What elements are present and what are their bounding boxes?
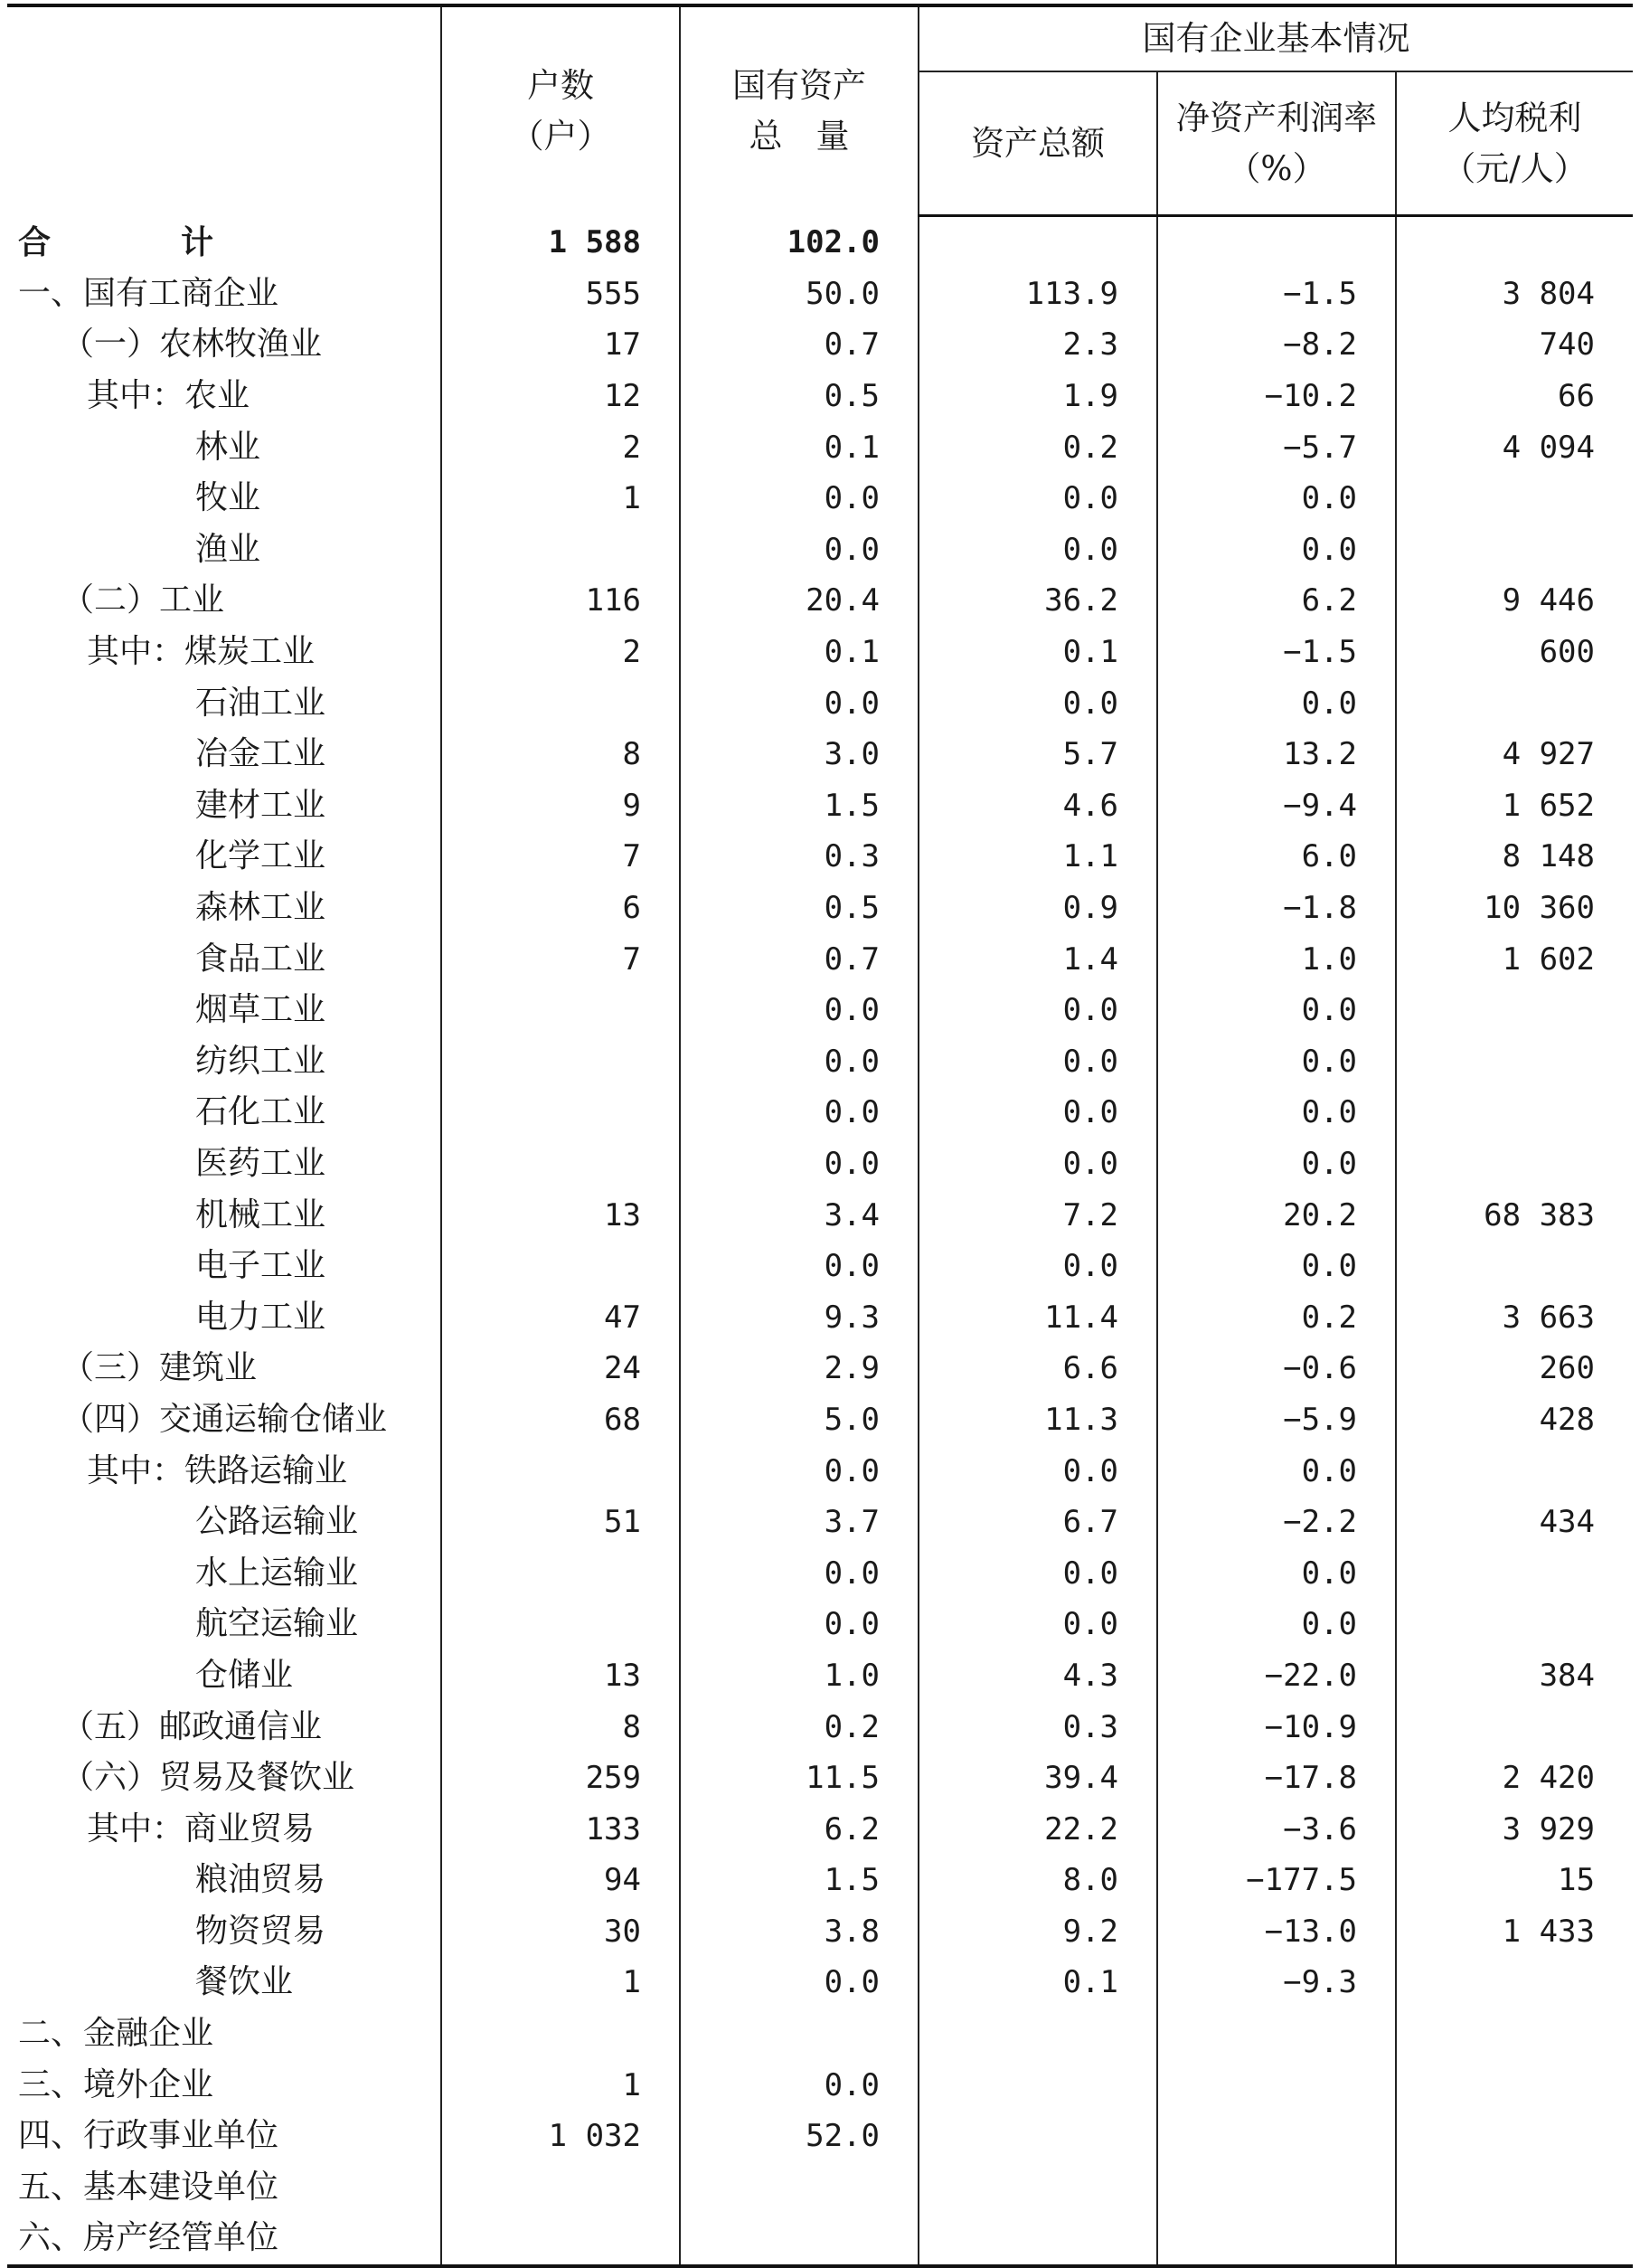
- households-cell: 1: [441, 2059, 680, 2111]
- table-row: [7, 1343, 1633, 1394]
- state-assets-cell: 0.0: [680, 1445, 919, 1497]
- row-label: 五、基本建设单位: [7, 2162, 441, 2214]
- tax-profit-cell: 15: [1558, 1862, 1595, 1899]
- profit-rate-cell: 0.0: [1157, 985, 1396, 1036]
- total-assets-cell: 0.0: [919, 524, 1157, 576]
- table-row: [7, 2213, 1633, 2266]
- tax-profit-cell: [1396, 1957, 1633, 2008]
- state-assets-cell: 1.0: [680, 1650, 919, 1702]
- row-label: 物资贸易: [7, 1906, 441, 1958]
- total-assets-cell: [919, 2008, 1157, 2060]
- table-row: [7, 1957, 1633, 2008]
- row-label: （一）农林牧渔业: [7, 319, 441, 371]
- table-row: [7, 371, 1633, 422]
- total-assets-cell: 36.2: [919, 575, 1157, 627]
- state-assets-table: [7, 4, 1633, 2268]
- tax-profit-cell: 66: [1558, 378, 1595, 415]
- households-cell: 116: [441, 575, 680, 627]
- households-cell: 1 032: [441, 2111, 680, 2162]
- tax-profit-cell: 3 663: [1502, 1299, 1595, 1336]
- profit-rate-cell: −17.8: [1157, 1753, 1396, 1804]
- profit-rate-cell: −13.0: [1157, 1906, 1396, 1958]
- table-row: [7, 2111, 1633, 2162]
- tax-profit-cell: [1396, 2162, 1633, 2214]
- row-label: 三、境外企业: [7, 2059, 441, 2111]
- tax-profit-cell: [1396, 1241, 1633, 1292]
- households-header: 户数 （户）: [441, 5, 680, 216]
- tax-profit-cell: [1396, 2059, 1633, 2111]
- households-cell: 13: [441, 1650, 680, 1702]
- tax-profit-cell: [1396, 2213, 1633, 2266]
- total-assets-cell: 0.0: [919, 677, 1157, 729]
- tax-profit-cell: [1396, 1701, 1633, 1753]
- tax-profit-cell: 600: [1539, 634, 1595, 671]
- table-row: [7, 473, 1633, 524]
- households-cell: [441, 1241, 680, 1292]
- row-label: 其中：商业贸易: [7, 1803, 441, 1855]
- households-cell: 6: [441, 883, 680, 934]
- state-assets-cell: 0.7: [680, 319, 919, 371]
- row-label: 一、国有工商企业: [7, 269, 441, 320]
- profit-rate-cell: −22.0: [1157, 1650, 1396, 1702]
- tax-profit-cell: [1396, 216, 1633, 269]
- total-assets-cell: [919, 2213, 1157, 2266]
- tax-profit-cell: 1 433: [1502, 1913, 1595, 1950]
- total-assets-cell: 0.0: [919, 1445, 1157, 1497]
- table-row: [7, 2162, 1633, 2214]
- households-cell: 47: [441, 1291, 680, 1343]
- table-row: [7, 729, 1633, 780]
- tax-profit-cell: 260: [1539, 1350, 1595, 1387]
- profit-rate-cell: [1157, 2111, 1396, 2162]
- row-label: 林业: [7, 421, 441, 473]
- total-assets-cell: 9.2: [919, 1906, 1157, 1958]
- table-row: [7, 1855, 1633, 1906]
- households-cell: 51: [441, 1497, 680, 1548]
- row-label: 森林工业: [7, 883, 441, 934]
- profit-rate-cell: 20.2: [1157, 1189, 1396, 1241]
- profit-rate-cell: 0.0: [1157, 473, 1396, 524]
- row-label: 仓储业: [7, 1650, 441, 1702]
- tax-profit-cell: 740: [1539, 326, 1595, 364]
- table-row: [7, 1139, 1633, 1190]
- table-row: [7, 319, 1633, 371]
- row-label: （六）贸易及餐饮业: [7, 1753, 441, 1804]
- state-assets-cell: 0.0: [680, 1547, 919, 1599]
- table-row: [7, 421, 1633, 473]
- profit-rate-cell: −1.8: [1157, 883, 1396, 934]
- total-assets-cell: 1.9: [919, 371, 1157, 422]
- state-assets-cell: 0.0: [680, 1957, 919, 2008]
- row-label: 二、金融企业: [7, 2008, 441, 2060]
- profit-rate-cell: [1157, 2162, 1396, 2214]
- households-cell: 13: [441, 1189, 680, 1241]
- table-row: [7, 831, 1633, 883]
- tax-profit-cell: 428: [1539, 1401, 1595, 1438]
- state-assets-cell: 0.0: [680, 524, 919, 576]
- tax-profit-cell: 434: [1539, 1504, 1595, 1541]
- households-cell: [441, 1139, 680, 1190]
- state-assets-cell: 5.0: [680, 1394, 919, 1446]
- households-cell: [441, 2008, 680, 2060]
- table-row: [7, 524, 1633, 576]
- row-label: 石油工业: [7, 677, 441, 729]
- profit-rate-cell: 0.0: [1157, 524, 1396, 576]
- row-label: 水上运输业: [7, 1547, 441, 1599]
- households-cell: 1: [441, 1957, 680, 2008]
- state-assets-cell: 0.0: [680, 2059, 919, 2111]
- state-assets-cell: 3.4: [680, 1189, 919, 1241]
- profit-rate-cell: 0.0: [1157, 1599, 1396, 1650]
- households-cell: 1: [441, 473, 680, 524]
- households-cell: 8: [441, 1701, 680, 1753]
- profit-rate-cell: −5.7: [1157, 421, 1396, 473]
- state-assets-cell: 3.8: [680, 1906, 919, 1958]
- households-cell: 7: [441, 933, 680, 985]
- total-assets-cell: 6.7: [919, 1497, 1157, 1548]
- table-row: [7, 1753, 1633, 1804]
- table-row: [7, 627, 1633, 678]
- state-assets-cell: 0.5: [680, 883, 919, 934]
- table-row: [7, 575, 1633, 627]
- state-assets-cell: 11.5: [680, 1753, 919, 1804]
- tax-profit-cell: 4 927: [1502, 736, 1595, 773]
- households-cell: 68: [441, 1394, 680, 1446]
- row-label: 四、行政事业单位: [7, 2111, 441, 2162]
- row-label: 其中：铁路运输业: [7, 1445, 441, 1497]
- tax-profit-cell: 3 804: [1502, 275, 1595, 312]
- state-assets-cell: [680, 2162, 919, 2214]
- state-assets-cell: 9.3: [680, 1291, 919, 1343]
- table-row: [7, 1803, 1633, 1855]
- row-label: 食品工业: [7, 933, 441, 985]
- table-row: [7, 677, 1633, 729]
- total-assets-cell: 0.3: [919, 1701, 1157, 1753]
- total-assets-cell: 0.0: [919, 473, 1157, 524]
- row-label: 航空运输业: [7, 1599, 441, 1650]
- row-label: 合 计: [7, 216, 441, 269]
- tax-profit-cell: [1396, 1087, 1633, 1139]
- state-assets-header: 国有资产 总 量: [680, 5, 919, 216]
- profit-rate-cell: 0.0: [1157, 1036, 1396, 1088]
- state-assets-cell: 0.0: [680, 1036, 919, 1088]
- total-assets-cell: 8.0: [919, 1855, 1157, 1906]
- row-label: 餐饮业: [7, 1957, 441, 2008]
- profit-rate-cell: 0.0: [1157, 1547, 1396, 1599]
- row-label: 冶金工业: [7, 729, 441, 780]
- state-assets-cell: 0.0: [680, 1139, 919, 1190]
- total-assets-cell: 0.0: [919, 985, 1157, 1036]
- tax-profit-cell: [1396, 524, 1633, 576]
- profit-rate-cell: −177.5: [1157, 1855, 1396, 1906]
- tax-profit-cell: 2 420: [1502, 1760, 1595, 1797]
- total-assets-cell: 0.2: [919, 421, 1157, 473]
- row-label: 烟草工业: [7, 985, 441, 1036]
- total-assets-cell: 6.6: [919, 1343, 1157, 1394]
- profit-rate-cell: −3.6: [1157, 1803, 1396, 1855]
- total-assets-cell: 39.4: [919, 1753, 1157, 1804]
- tax-profit-cell: [1396, 1599, 1633, 1650]
- profit-rate-cell: −10.2: [1157, 371, 1396, 422]
- state-assets-cell: 0.2: [680, 1701, 919, 1753]
- table-row: [7, 985, 1633, 1036]
- tax-profit-cell: [1396, 473, 1633, 524]
- total-assets-cell: 2.3: [919, 319, 1157, 371]
- total-assets-cell: [919, 2059, 1157, 2111]
- table-row: [7, 933, 1633, 985]
- tax-profit-cell: 3 929: [1502, 1810, 1595, 1847]
- profit-rate-cell: 1.0: [1157, 933, 1396, 985]
- state-assets-cell: 0.1: [680, 627, 919, 678]
- state-assets-cell: 0.0: [680, 1087, 919, 1139]
- households-cell: [441, 677, 680, 729]
- profit-rate-cell: 13.2: [1157, 729, 1396, 780]
- profit-rate-cell: 0.0: [1157, 1139, 1396, 1190]
- households-cell: [441, 524, 680, 576]
- profit-rate-cell: −1.5: [1157, 269, 1396, 320]
- table-row: [7, 1445, 1633, 1497]
- row-label: （二）工业: [7, 575, 441, 627]
- tax-profit-cell: [1396, 1139, 1633, 1190]
- profit-rate-cell: 0.0: [1157, 1241, 1396, 1292]
- state-assets-cell: 0.0: [680, 1241, 919, 1292]
- households-cell: 30: [441, 1906, 680, 1958]
- profit-rate-cell: 0.0: [1157, 1445, 1396, 1497]
- profit-rate-header: 净资产利润率 （%）: [1157, 71, 1396, 216]
- state-assets-cell: 20.4: [680, 575, 919, 627]
- table-row: [7, 1547, 1633, 1599]
- table-row: [7, 1241, 1633, 1292]
- profit-rate-cell: 6.2: [1157, 575, 1396, 627]
- state-assets-cell: [680, 2213, 919, 2266]
- row-label: 石化工业: [7, 1087, 441, 1139]
- households-cell: 12: [441, 371, 680, 422]
- total-assets-cell: 4.6: [919, 780, 1157, 832]
- households-cell: 555: [441, 269, 680, 320]
- tax-profit-cell: 8 148: [1502, 838, 1595, 875]
- row-label: 六、房产经管单位: [7, 2213, 441, 2266]
- state-assets-cell: 0.7: [680, 933, 919, 985]
- state-assets-cell: 0.0: [680, 473, 919, 524]
- state-assets-cell: 50.0: [680, 269, 919, 320]
- total-assets-cell: 0.9: [919, 883, 1157, 934]
- table-row: [7, 1036, 1633, 1088]
- tax-profit-cell: [1396, 1036, 1633, 1088]
- total-assets-cell: 0.0: [919, 1139, 1157, 1190]
- total-assets-cell: 1.1: [919, 831, 1157, 883]
- profit-rate-cell: 6.0: [1157, 831, 1396, 883]
- tax-profit-cell: [1396, 2008, 1633, 2060]
- table-body: [7, 216, 1633, 2266]
- profit-rate-cell: [1157, 2059, 1396, 2111]
- table-row: [7, 1189, 1633, 1241]
- households-cell: [441, 985, 680, 1036]
- households-cell: [441, 1445, 680, 1497]
- table-row: [7, 780, 1633, 832]
- state-assets-cell: 0.1: [680, 421, 919, 473]
- profit-rate-cell: −9.4: [1157, 780, 1396, 832]
- total-assets-header: 资产总额: [919, 71, 1157, 216]
- households-cell: 94: [441, 1855, 680, 1906]
- total-assets-cell: 0.0: [919, 1241, 1157, 1292]
- table-row: [7, 1599, 1633, 1650]
- profit-rate-cell: [1157, 2213, 1396, 2266]
- table-row: [7, 1701, 1633, 1753]
- table-row: [7, 1087, 1633, 1139]
- total-assets-cell: 7.2: [919, 1189, 1157, 1241]
- total-assets-cell: [919, 2111, 1157, 2162]
- per-capita-tax-header: 人均税利 （元/人）: [1396, 71, 1633, 216]
- table-row: [7, 1291, 1633, 1343]
- state-assets-cell: 3.0: [680, 729, 919, 780]
- state-assets-cell: 2.9: [680, 1343, 919, 1394]
- total-assets-cell: 0.1: [919, 1957, 1157, 2008]
- tax-profit-cell: 9 446: [1502, 582, 1595, 619]
- tax-profit-cell: [1396, 1547, 1633, 1599]
- households-cell: 1 588: [441, 216, 680, 269]
- households-cell: 2: [441, 421, 680, 473]
- total-assets-cell: 0.0: [919, 1087, 1157, 1139]
- row-label: （四）交通运输仓储业: [7, 1394, 441, 1446]
- row-label: 粮油贸易: [7, 1855, 441, 1906]
- profit-rate-cell: 0.0: [1157, 1087, 1396, 1139]
- profit-rate-cell: −2.2: [1157, 1497, 1396, 1548]
- table-row: [7, 269, 1633, 320]
- households-cell: [441, 2162, 680, 2214]
- row-label: 化学工业: [7, 831, 441, 883]
- households-cell: 24: [441, 1343, 680, 1394]
- table-row: [7, 1394, 1633, 1446]
- state-assets-cell: 3.7: [680, 1497, 919, 1548]
- row-label: （五）邮政通信业: [7, 1701, 441, 1753]
- tax-profit-cell: 384: [1539, 1657, 1595, 1694]
- row-label: 电力工业: [7, 1291, 441, 1343]
- tax-profit-cell: 1 602: [1502, 940, 1595, 978]
- total-assets-cell: 11.4: [919, 1291, 1157, 1343]
- profit-rate-cell: −1.5: [1157, 627, 1396, 678]
- row-label: 医药工业: [7, 1139, 441, 1190]
- state-assets-cell: 102.0: [680, 216, 919, 269]
- state-assets-cell: 0.0: [680, 1599, 919, 1650]
- households-cell: [441, 2213, 680, 2266]
- profit-rate-cell: −8.2: [1157, 319, 1396, 371]
- total-assets-cell: 0.1: [919, 627, 1157, 678]
- tax-profit-cell: [1396, 985, 1633, 1036]
- households-cell: [441, 1547, 680, 1599]
- row-label: 纺织工业: [7, 1036, 441, 1088]
- total-assets-cell: 0.0: [919, 1547, 1157, 1599]
- row-label: 建材工业: [7, 780, 441, 832]
- row-label: 渔业: [7, 524, 441, 576]
- households-cell: [441, 1036, 680, 1088]
- profit-rate-cell: −5.9: [1157, 1394, 1396, 1446]
- total-assets-cell: 113.9: [919, 269, 1157, 320]
- row-label: 其中：煤炭工业: [7, 627, 441, 678]
- row-label: 公路运输业: [7, 1497, 441, 1548]
- total-assets-cell: 5.7: [919, 729, 1157, 780]
- state-assets-cell: 0.5: [680, 371, 919, 422]
- state-assets-cell: 1.5: [680, 1855, 919, 1906]
- total-assets-cell: 0.0: [919, 1036, 1157, 1088]
- row-label-header: [7, 5, 441, 216]
- tax-profit-cell: [1396, 677, 1633, 729]
- table-row: [7, 883, 1633, 934]
- profit-rate-cell: −0.6: [1157, 1343, 1396, 1394]
- row-label: （三）建筑业: [7, 1343, 441, 1394]
- tax-profit-cell: 4 094: [1502, 429, 1595, 466]
- state-assets-cell: 1.5: [680, 780, 919, 832]
- households-cell: 17: [441, 319, 680, 371]
- row-label: 电子工业: [7, 1241, 441, 1292]
- profit-rate-cell: −10.9: [1157, 1701, 1396, 1753]
- households-cell: 7: [441, 831, 680, 883]
- state-assets-cell: 6.2: [680, 1803, 919, 1855]
- tax-profit-cell: 1 652: [1502, 787, 1595, 824]
- table-row: [7, 2008, 1633, 2060]
- total-assets-cell: [919, 216, 1157, 269]
- profit-rate-cell: [1157, 216, 1396, 269]
- profit-rate-cell: [1157, 2008, 1396, 2060]
- total-assets-cell: 22.2: [919, 1803, 1157, 1855]
- total-assets-cell: 0.0: [919, 1599, 1157, 1650]
- row-label: 机械工业: [7, 1189, 441, 1241]
- state-assets-cell: 0.0: [680, 985, 919, 1036]
- row-label: 其中：农业: [7, 371, 441, 422]
- table-header: [7, 5, 1633, 216]
- profit-rate-cell: 0.0: [1157, 677, 1396, 729]
- households-cell: [441, 1087, 680, 1139]
- total-assets-cell: [919, 2162, 1157, 2214]
- total-assets-cell: 11.3: [919, 1394, 1157, 1446]
- tax-profit-cell: [1396, 1445, 1633, 1497]
- state-assets-cell: 52.0: [680, 2111, 919, 2162]
- state-assets-cell: 0.3: [680, 831, 919, 883]
- total-assets-cell: 4.3: [919, 1650, 1157, 1702]
- row-label: 牧业: [7, 473, 441, 524]
- tax-profit-cell: 10 360: [1484, 890, 1595, 927]
- tax-profit-cell: 68 383: [1484, 1196, 1595, 1233]
- state-assets-cell: [680, 2008, 919, 2060]
- profit-rate-cell: 0.2: [1157, 1291, 1396, 1343]
- profit-rate-cell: −9.3: [1157, 1957, 1396, 2008]
- table-row: [7, 2059, 1633, 2111]
- households-cell: 2: [441, 627, 680, 678]
- households-cell: 8: [441, 729, 680, 780]
- table-row: [7, 216, 1633, 269]
- state-assets-cell: 0.0: [680, 677, 919, 729]
- households-cell: 133: [441, 1803, 680, 1855]
- total-assets-cell: 1.4: [919, 933, 1157, 985]
- households-cell: 259: [441, 1753, 680, 1804]
- enterprise-group-header: 国有企业基本情况: [919, 5, 1633, 71]
- table-row: [7, 1906, 1633, 1958]
- households-cell: [441, 1599, 680, 1650]
- households-cell: 9: [441, 780, 680, 832]
- tax-profit-cell: [1396, 2111, 1633, 2162]
- table-row: [7, 1650, 1633, 1702]
- table-row: [7, 1497, 1633, 1548]
